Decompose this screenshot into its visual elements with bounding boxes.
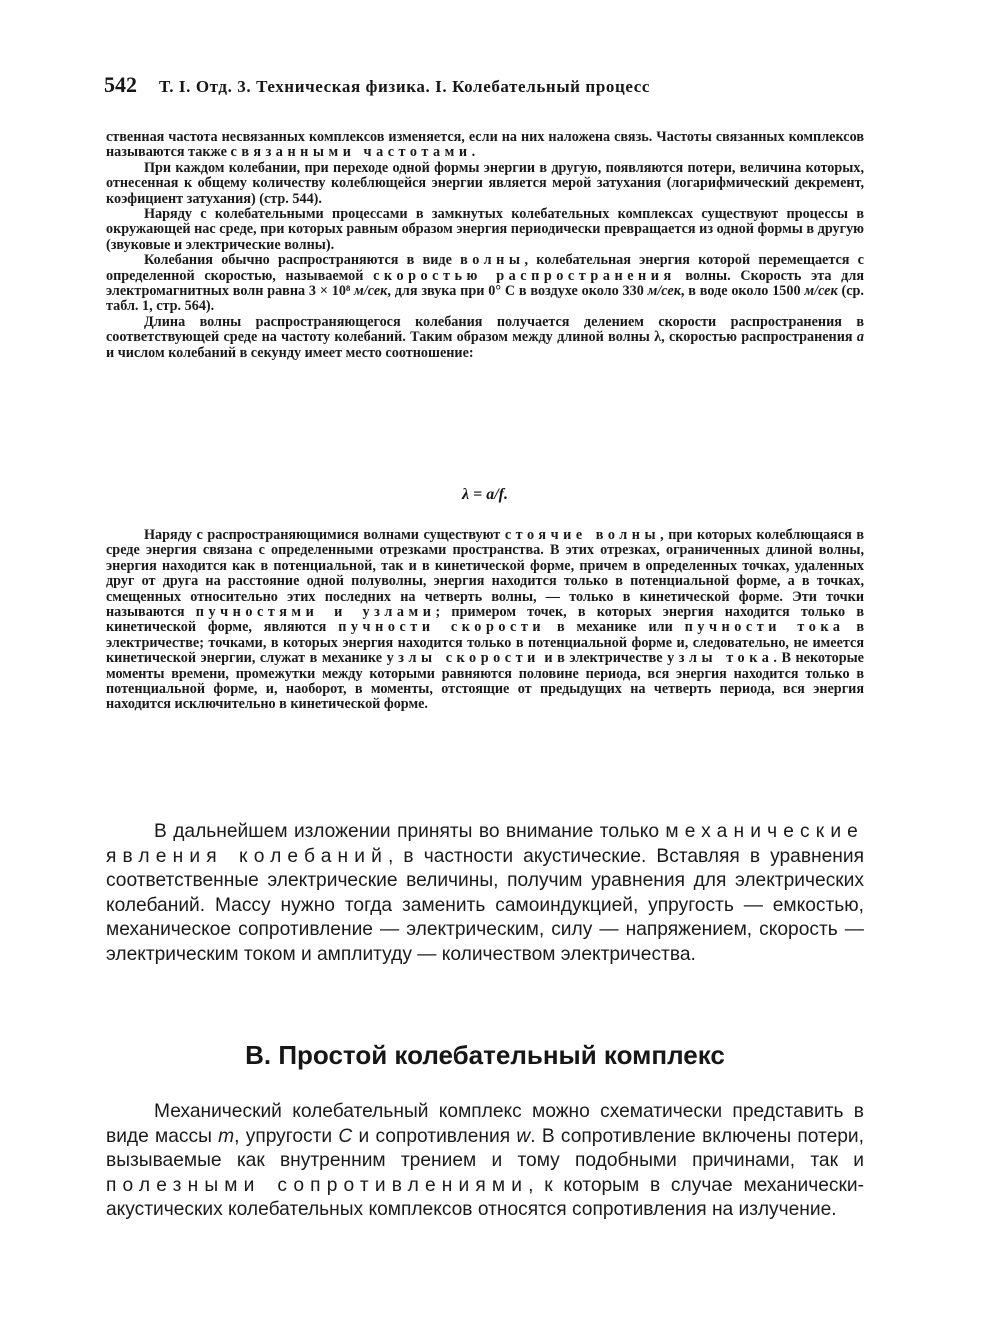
spaced-term: пучности тока [684, 619, 845, 636]
paragraph-standing-waves: Наряду с распространяющимися волнами существуют стоячие волны, при которых колеблющаяся в среде энергия связана с определенными отрезками пространства. В этих отрезках, ограниченных длиной волны, энергия находится как в потенциальной, так и в кинетической форме, причем в определенных точках, удаленных друг от друга на расстояние одной полуволны, энергия находится только в потенциальной форме, а в точках, смещенных относительно этих последних на четверть волны, — только в кинетической форме. Эти точки называются пучностями и узлами; примером точек, в которых энергия находится только в кинетической форме, являются пучности скорости в механике или пучности тока в электричестве; точками, в которых энергия находится только в потенциальной форме и, следовательно, не имеется кинетической энергии, служат в механике узлы скорости и в электричестве узлы тока. В некоторые моменты времени, промежутки между которыми равняются половине периода, вся энергия находится только в потенциальной форме, и, наоборот, в моменты, отстоящие от предыдущих на четверть периода, вся энергия находится исключительно в кинетической форме. [106, 527, 865, 713]
paragraph-propagation: Колебания обычно распространяются в виде волны, колебательная энергия которой перемещается с определенной скоростью, называемой скоростью распространения волны. Скорость эта для электромагнитных волн равна 3 × 10⁸ м/сек, для звука при 0° С в воздухе около 330 м/сек, в воде около 1500 м/сек (ср. табл. 1, стр. 564). [106, 252, 864, 315]
spaced-term: скоростью распространения [373, 267, 676, 284]
spaced-term: узлы скорости [386, 650, 540, 667]
section-heading: B. Простой колебательный комплекс [245, 1040, 725, 1070]
page-number: 542 [104, 72, 137, 97]
spaced-term: волны [460, 252, 525, 269]
paragraph-losses: При каждом колебании, при переходе одной формы энергии в другую, появляются потери, величина которых, отнесенная к общему количеству колеблющейся энергии является мерой затухания (логарифмический декремент, коэфициент затухания) (стр. 544). [106, 159, 864, 207]
spaced-term: пучности скорости [338, 619, 546, 636]
spaced-term: пучностями и узлами [195, 604, 436, 621]
spaced-term: узлы тока [667, 650, 774, 667]
paragraph-wavelength: Длина волны распространяющегося колебания получается делением скорости распространения в соответствующей среде на частоту колебаний. Таким образом между длиной волны λ, скоростью распространения a и числом колебаний в секунду имеет место соотношение: [106, 313, 864, 361]
spaced-term: механические явления колебаний [106, 821, 864, 867]
main-text-block [106, 820, 864, 968]
paragraph-simple-complex: Механический колебательный комплекс можно схематически представить в виде массы m, упругости C и сопротивления w. В сопротивление включены потери, вызываемые как внутренним трением и тому подобными причинами, так и полезными сопротивлениями, к которым в случае механически-акустических колебательных комплексов относятся сопротивления на излучение. [106, 1101, 865, 1221]
wavelength-formula: λ = a/f. [462, 486, 508, 503]
small-print-block [106, 130, 864, 361]
running-title: Т. I. Отд. 3. Техническая физика. I. Колебательный процесс [159, 77, 651, 96]
spaced-term: связанными частотами [230, 144, 472, 161]
main-text-block-simple-complex [106, 1100, 864, 1223]
spaced-term: полезными сопротивлениями [106, 1174, 529, 1196]
page-header [104, 72, 864, 98]
paragraph-mechanical-focus: В дальнейшем изложении приняты во внимание только механические явления колебаний, в частности акустические. Вставляя в уравнения соответственные электрические величины, получим уравнения для электрических колебаний. Массу нужно тогда заменить самоиндукцией, упругость — емкостью, механическое сопротивление — электрическим, силу — напряжением, скорость — электрическим током и амплитуду — количеством электричества. [106, 821, 864, 965]
paragraph-waves-in-medium: Наряду с колебательными процессами в замкнутых колебательных комплексах существуют процессы в окружающей нас среде, при которых равным образом энергия периодически превращается из одной формы в другую (звуковые и электрические волны). [106, 206, 864, 253]
small-print-block-standing-waves [106, 528, 864, 713]
paragraph-coupled-frequencies: ственная частота несвязанных комплексов изменяется, если на них наложена связь. Частоты связанных комплексов называются также связанными частотами. [106, 129, 864, 161]
spaced-term: стоячие волны [504, 527, 661, 543]
